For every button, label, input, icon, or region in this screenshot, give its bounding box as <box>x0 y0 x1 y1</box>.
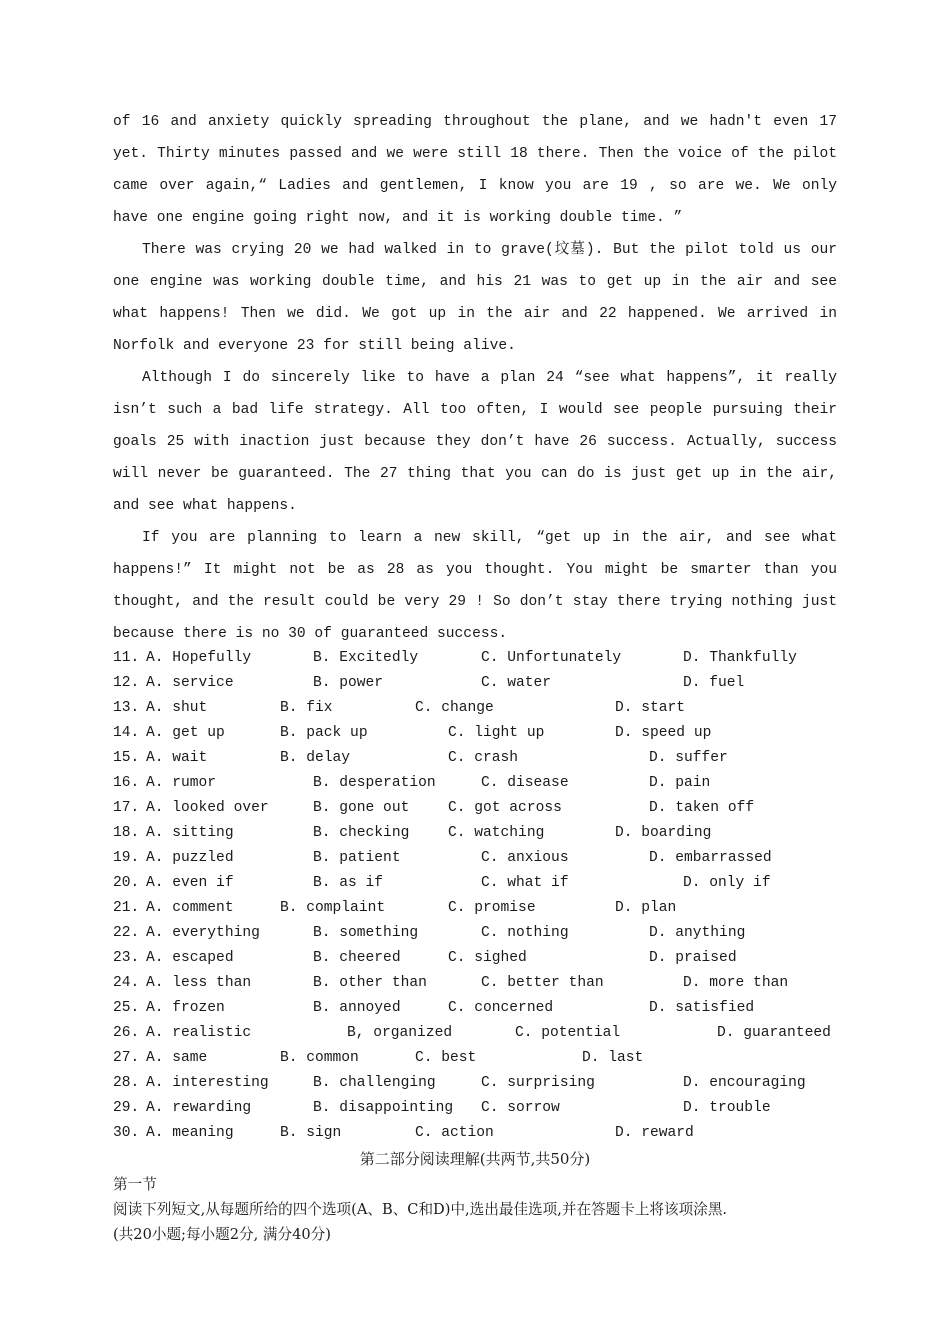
option-b: B. something <box>313 925 419 941</box>
option-b: B. annoyed <box>313 1000 401 1016</box>
question-row <box>113 771 837 796</box>
option-a: A. wait <box>146 750 208 766</box>
option-d: D. plan <box>615 900 677 916</box>
document-page <box>113 106 837 1247</box>
option-a: A. shut <box>146 700 208 716</box>
option-a: A. everything <box>146 925 260 941</box>
question-row <box>113 671 837 696</box>
option-b: B. patient <box>313 850 401 866</box>
option-c: C. sorrow <box>481 1100 560 1116</box>
question-options-list <box>113 646 837 1146</box>
option-a: A. frozen <box>146 1000 225 1016</box>
option-c: C. change <box>415 700 494 716</box>
option-a: A. Hopefully <box>146 650 252 666</box>
option-c: C. Unfortunately <box>481 650 622 666</box>
option-c: C. sighed <box>448 950 527 966</box>
option-b: B. fix <box>280 700 333 716</box>
option-a: A. looked over <box>146 800 269 816</box>
option-c: C. got across <box>448 800 562 816</box>
option-a: A. rumor <box>146 775 217 791</box>
question-row <box>113 721 837 746</box>
option-d: D. boarding <box>615 825 712 841</box>
num: 26. <box>113 1025 140 1041</box>
num: 19. <box>113 850 140 866</box>
option-c: C. anxious <box>481 850 569 866</box>
option-c: C. better than <box>481 975 604 991</box>
option-b: B. challenging <box>313 1075 436 1091</box>
passage-paragraph-2: There was crying 20 we had walked in to grave(坟墓). But the pilot told us our one engine was working double time, and his 21 was to get up in the air and see what happens! Then we did. We got up in the air and 22 happened. We arrived in Norfolk and everyone 23 for still being alive. <box>113 242 837 354</box>
option-a: A. realistic <box>146 1025 252 1041</box>
option-c: C. nothing <box>481 925 569 941</box>
option-b: B. desperation <box>313 775 436 791</box>
num: 13. <box>113 700 140 716</box>
num: 11. <box>113 650 140 666</box>
option-d: D. praised <box>649 950 737 966</box>
option-a: A. less than <box>146 975 252 991</box>
question-row <box>113 896 837 921</box>
option-d: D. reward <box>615 1125 694 1141</box>
option-b: B. checking <box>313 825 410 841</box>
option-b: B. disappointing <box>313 1100 454 1116</box>
option-b: B. power <box>313 675 384 691</box>
question-row <box>113 846 837 871</box>
option-c: C. water <box>481 675 552 691</box>
option-c: C. watching <box>448 825 545 841</box>
option-b: B. Excitedly <box>313 650 419 666</box>
question-row <box>113 696 837 721</box>
question-row <box>113 971 837 996</box>
option-c: C. light up <box>448 725 545 741</box>
option-b: B. delay <box>280 750 351 766</box>
instruction-line-2: (共20小题;每小题2分, 满分40分) <box>113 1226 331 1243</box>
option-d: D. trouble <box>683 1100 771 1116</box>
option-c: C. surprising <box>481 1075 595 1091</box>
question-row <box>113 921 837 946</box>
option-c: C. what if <box>481 875 569 891</box>
option-a: A. comment <box>146 900 234 916</box>
question-row <box>113 946 837 971</box>
num: 23. <box>113 950 140 966</box>
num: 25. <box>113 1000 140 1016</box>
option-a: A. even if <box>146 875 234 891</box>
option-a: A. get up <box>146 725 225 741</box>
num: 18. <box>113 825 140 841</box>
option-d: D. only if <box>683 875 771 891</box>
option-b: B. gone out <box>313 800 410 816</box>
num: 17. <box>113 800 140 816</box>
option-d: D. guaranteed <box>717 1025 831 1041</box>
option-c: C. best <box>415 1050 477 1066</box>
num: 29. <box>113 1100 140 1116</box>
num: 22. <box>113 925 140 941</box>
option-a: A. meaning <box>146 1125 234 1141</box>
option-d: D. encouraging <box>683 1075 806 1091</box>
num: 16. <box>113 775 140 791</box>
option-d: D. Thankfully <box>683 650 797 666</box>
num: 28. <box>113 1075 140 1091</box>
option-d: D. start <box>615 700 686 716</box>
question-row <box>113 1021 837 1046</box>
passage-paragraph-4: If you are planning to learn a new skill, “get up in the air, and see what happens!” It might not be as 28 as you thought. You might be smarter than you thought, and the result could be very 29 ! So don’t stay there trying nothing just because there is no 30 of guaranteed success. <box>113 530 837 642</box>
question-row <box>113 796 837 821</box>
option-c: C. action <box>415 1125 494 1141</box>
question-row <box>113 821 837 846</box>
option-a: A. sitting <box>146 825 234 841</box>
option-b: B, organized <box>347 1025 453 1041</box>
question-row <box>113 1121 837 1146</box>
option-d: D. speed up <box>615 725 712 741</box>
option-c: C. promise <box>448 900 536 916</box>
option-b: B. other than <box>313 975 427 991</box>
option-a: A. interesting <box>146 1075 269 1091</box>
option-d: D. last <box>582 1050 644 1066</box>
option-b: B. common <box>280 1050 359 1066</box>
option-a: A. rewarding <box>146 1100 252 1116</box>
option-d: D. satisfied <box>649 1000 755 1016</box>
passage-paragraph-1: of 16 and anxiety quickly spreading throughout the plane, and we hadn't even 17 yet. Thirty minutes passed and we were still 18 there. Then the voice of the pilot came over again,“ Ladies and gentlemen, I know you are 19 , so are we. We only have one engine going right now, and it is working double time. ” <box>113 114 837 226</box>
num: 21. <box>113 900 140 916</box>
num: 20. <box>113 875 140 891</box>
question-row <box>113 746 837 771</box>
num: 14. <box>113 725 140 741</box>
option-a: A. same <box>146 1050 208 1066</box>
question-row <box>113 996 837 1021</box>
num: 30. <box>113 1125 140 1141</box>
question-row <box>113 1096 837 1121</box>
option-d: D. taken off <box>649 800 755 816</box>
option-b: B. as if <box>313 875 384 891</box>
option-c: C. disease <box>481 775 569 791</box>
question-row <box>113 1046 837 1071</box>
option-d: D. pain <box>649 775 711 791</box>
option-d: D. fuel <box>683 675 745 691</box>
option-b: B. sign <box>280 1125 342 1141</box>
option-d: D. anything <box>649 925 746 941</box>
question-row <box>113 1071 837 1096</box>
num: 24. <box>113 975 140 991</box>
option-d: D. more than <box>683 975 789 991</box>
option-d: D. suffer <box>649 750 728 766</box>
option-a: A. service <box>146 675 234 691</box>
option-b: B. complaint <box>280 900 386 916</box>
question-row <box>113 871 837 896</box>
option-a: A. escaped <box>146 950 234 966</box>
num: 12. <box>113 675 140 691</box>
option-c: C. crash <box>448 750 519 766</box>
section-title: 第二部分阅读理解(共两节,共50分) <box>359 1150 591 1168</box>
option-c: C. potential <box>515 1025 621 1041</box>
instruction-line-1: 阅读下列短文,从每题所给的四个选项(A、B、C和D)中,选出最佳选项,并在答题卡上将该项涂黑. <box>113 1201 728 1218</box>
num: 27. <box>113 1050 140 1066</box>
option-c: C. concerned <box>448 1000 554 1016</box>
option-b: B. cheered <box>313 950 401 966</box>
subsection-heading: 第一节 <box>113 1176 157 1193</box>
option-a: A. puzzled <box>146 850 234 866</box>
option-b: B. pack up <box>280 725 368 741</box>
option-d: D. embarrassed <box>649 850 772 866</box>
num: 15. <box>113 750 140 766</box>
passage-paragraph-3: Although I do sincerely like to have a plan 24 “see what happens”, it really isn’t such a bad life strategy. All too often, I would see people pursuing their goals 25 with inaction just because they don’t have 26 success. Actually, success will never be guaranteed. The 27 thing that you can do is just get up in the air, and see what happens. <box>113 370 837 514</box>
question-row <box>113 646 837 671</box>
